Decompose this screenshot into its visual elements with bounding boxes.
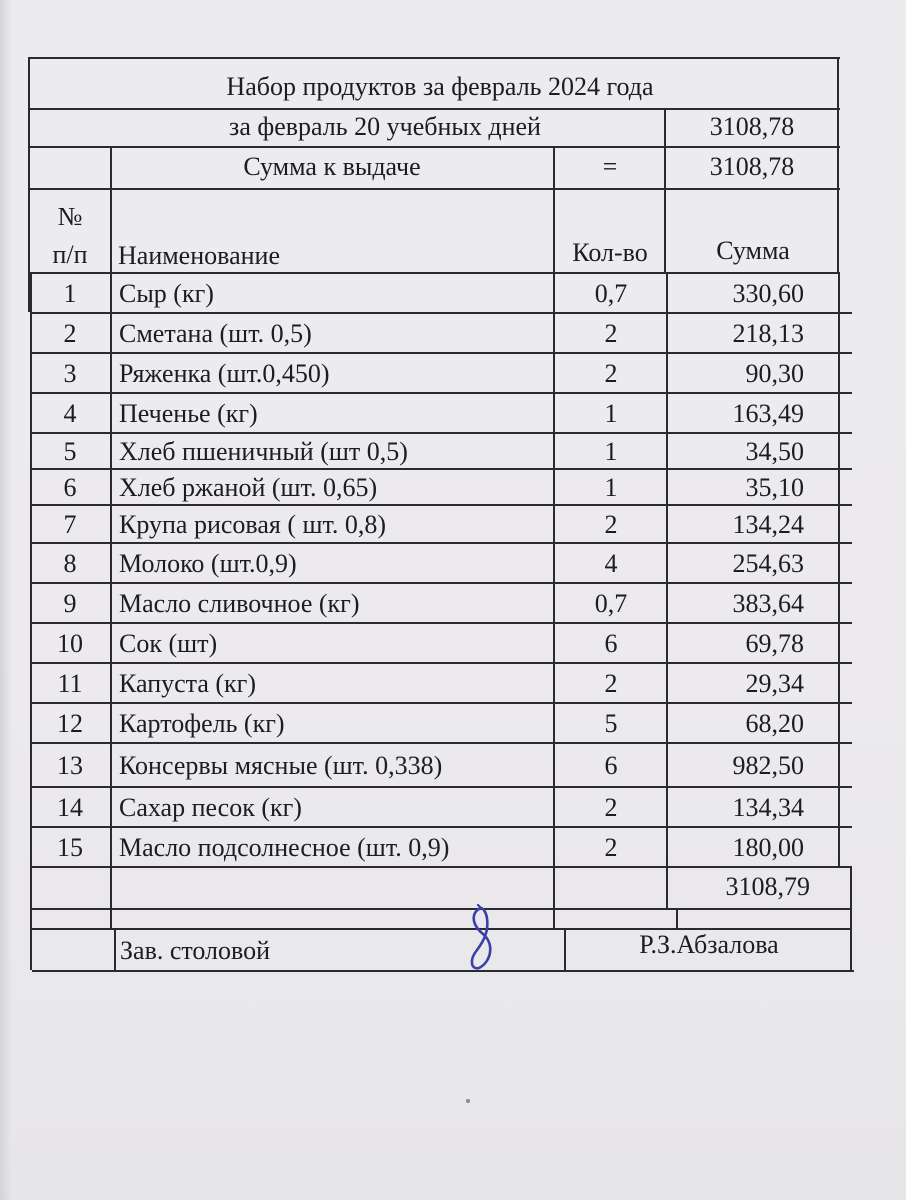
divider-qty-column-footer	[564, 928, 566, 970]
row-sum: 218,13	[732, 319, 804, 348]
row-product-name: Сыр (кг)	[119, 279, 214, 308]
row-quantity: 2	[604, 510, 618, 539]
divider-sum-column-spacer	[676, 908, 678, 928]
row-product-name: Капуста (кг)	[119, 669, 256, 698]
row-product-name: Картофель (кг)	[119, 709, 285, 738]
colheader-quantity: Кол-во	[572, 238, 648, 267]
row-sum: 180,00	[732, 833, 804, 862]
row-quantity: 6	[604, 751, 618, 780]
row-quantity: 2	[604, 833, 618, 862]
row-product-name: Сок (шт)	[119, 629, 218, 658]
row-product-name: Масло сливочное (кг)	[119, 589, 360, 618]
paper-speck	[466, 1099, 470, 1103]
row-number: 3	[63, 359, 77, 388]
rule-total-bottom	[30, 908, 852, 910]
row-sum: 35,10	[745, 473, 804, 502]
row-sum: 383,64	[732, 589, 804, 618]
period-total: 3108,78	[709, 112, 795, 141]
row-product-name: Крупа рисовая ( шт. 0,8)	[119, 510, 387, 539]
row-rule	[30, 542, 852, 544]
row-product-name: Сметана (шт. 0,5)	[119, 319, 312, 348]
divider-qty-column-top	[553, 146, 555, 272]
row-number: 14	[57, 793, 83, 822]
row-quantity: 1	[604, 399, 618, 428]
rule-period-bottom	[28, 146, 840, 148]
signature-mark	[461, 904, 501, 974]
row-sum: 982,50	[732, 751, 804, 780]
row-product-name: Хлеб ржаной (шт. 0,65)	[119, 473, 378, 502]
colheader-sum: Сумма	[716, 236, 790, 265]
row-product-name: Сахар песок (кг)	[119, 793, 302, 822]
row-number: 2	[63, 319, 77, 348]
row-number: 9	[63, 589, 77, 618]
row-product-name: Ряженка (шт.0,450)	[119, 359, 330, 388]
rule-payout-bottom	[28, 188, 840, 190]
row-rule	[30, 392, 852, 394]
row-sum: 68,20	[745, 709, 804, 738]
period-label: за февраль 20 учебных дней	[229, 112, 541, 141]
payout-total: 3108,78	[709, 152, 795, 181]
colheader-number-line1: №	[57, 202, 83, 231]
row-rule	[30, 504, 852, 506]
row-quantity: 0,7	[594, 589, 628, 618]
row-sum: 330,60	[732, 279, 804, 308]
row-number: 12	[57, 709, 83, 738]
payout-label: Сумма к выдаче	[243, 152, 421, 181]
row-sum: 134,24	[732, 510, 804, 539]
divider-sum-column	[666, 272, 668, 908]
payout-equals: =	[602, 152, 618, 181]
row-rule	[30, 742, 852, 744]
row-number: 13	[57, 751, 83, 780]
row-product-name: Молоко (шт.0,9)	[119, 549, 297, 578]
row-quantity: 0,7	[594, 279, 628, 308]
signer-name: Р.З.Абзалова	[639, 930, 779, 959]
row-number: 10	[57, 629, 83, 658]
paper-edge-shadow	[0, 0, 12, 1200]
row-rule	[30, 582, 852, 584]
row-rule	[30, 352, 852, 354]
rule-colheader-bottom	[28, 272, 840, 274]
row-sum: 34,50	[745, 437, 804, 466]
row-rule	[30, 866, 852, 868]
row-product-name: Консервы мясные (шт. 0,338)	[119, 751, 443, 780]
row-number: 15	[57, 833, 83, 862]
row-sum: 69,78	[745, 629, 804, 658]
row-sum: 134,34	[732, 793, 804, 822]
row-quantity: 1	[604, 473, 618, 502]
row-quantity: 2	[604, 319, 618, 348]
row-quantity: 6	[604, 629, 618, 658]
row-sum: 29,34	[745, 669, 804, 698]
row-product-name: Масло подсолнесное (шт. 0,9)	[119, 833, 450, 862]
table-left-border	[30, 272, 32, 970]
colheader-name: Наименование	[118, 241, 280, 270]
divider-qty-column	[553, 272, 555, 928]
row-number: 1	[63, 279, 77, 308]
row-product-name: Хлеб пшеничный (шт 0,5)	[119, 437, 408, 466]
row-sum: 90,30	[745, 359, 804, 388]
row-quantity: 1	[604, 437, 618, 466]
table-bottom-border	[32, 970, 854, 972]
row-number: 7	[63, 510, 77, 539]
row-sum: 254,63	[732, 549, 804, 578]
row-quantity: 2	[604, 793, 618, 822]
signer-position: Зав. столовой	[120, 936, 271, 965]
table-right-border	[838, 272, 840, 866]
row-rule	[30, 622, 852, 624]
grand-total: 3108,79	[725, 872, 810, 901]
row-product-name: Печенье (кг)	[119, 399, 258, 428]
rule-title-bottom	[28, 108, 840, 110]
row-rule	[30, 468, 852, 470]
divider-num-column-footer	[114, 928, 116, 970]
row-quantity: 2	[604, 359, 618, 388]
row-number: 4	[63, 399, 77, 428]
document-title: Набор продуктов за февраль 2024 года	[226, 72, 654, 101]
row-quantity: 5	[604, 709, 618, 738]
row-number: 6	[63, 473, 77, 502]
colheader-number-line2: п/п	[52, 240, 88, 269]
row-rule	[30, 662, 852, 664]
row-quantity: 2	[604, 669, 618, 698]
divider-num-column	[110, 272, 112, 928]
table-top-border	[28, 57, 840, 59]
row-quantity: 4	[604, 549, 618, 578]
row-sum: 163,49	[732, 399, 804, 428]
row-rule	[30, 826, 852, 828]
row-number: 5	[63, 437, 77, 466]
table-right-border-footer	[850, 866, 852, 970]
row-rule	[30, 786, 852, 788]
row-number: 11	[57, 669, 83, 698]
row-rule	[30, 432, 852, 434]
row-number: 8	[63, 549, 77, 578]
row-rule	[30, 702, 852, 704]
row-rule	[30, 312, 852, 314]
